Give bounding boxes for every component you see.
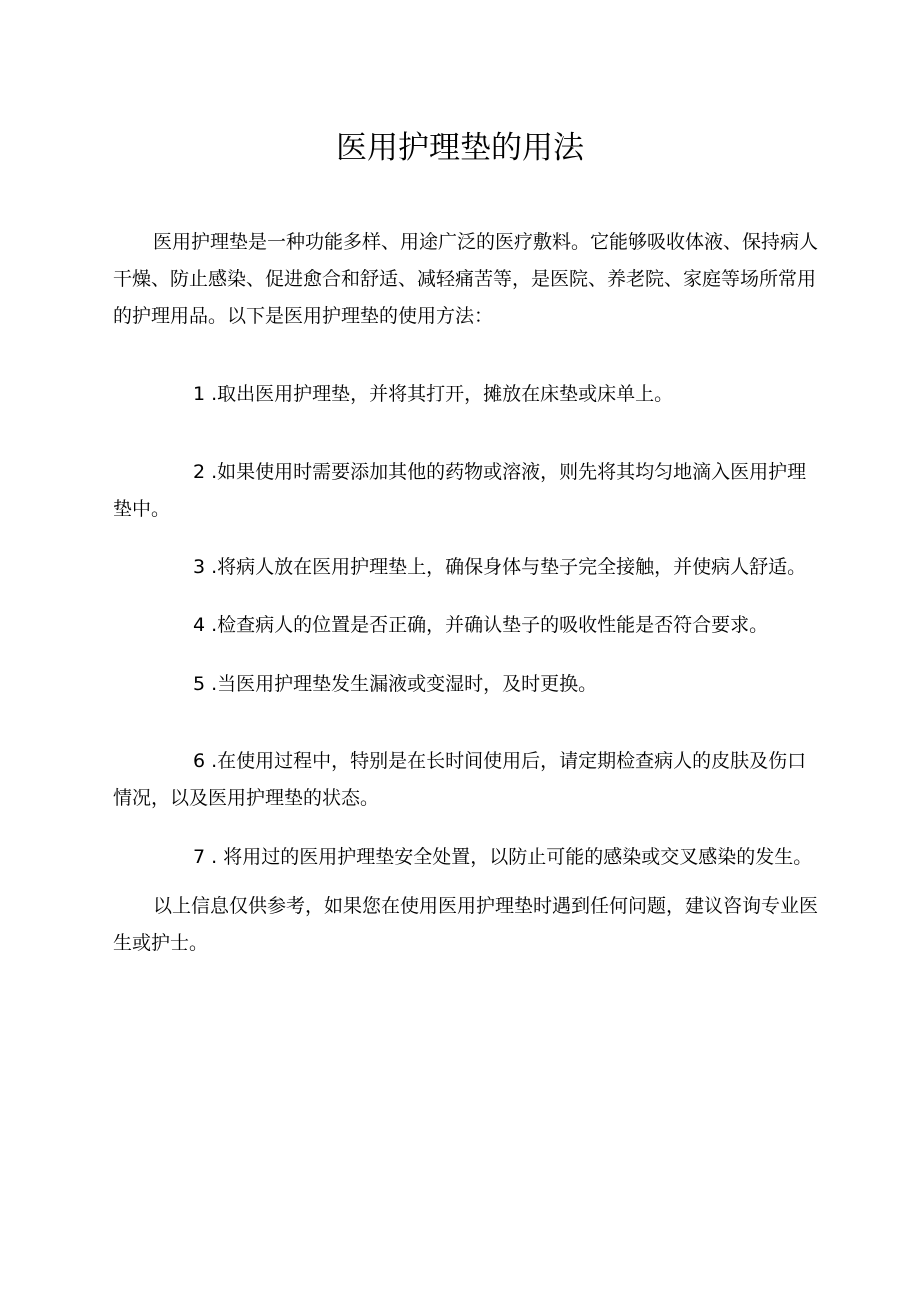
step-3 (113, 549, 825, 586)
step-1-number: 1 (193, 383, 206, 405)
step-6 (113, 743, 825, 817)
step-4 (113, 607, 825, 644)
step-2-text: .如果使用时需要添加其他的药物或溶液，则先将其均匀地滴入医用护理垫中。 (113, 461, 807, 520)
step-3-number: 3 (193, 556, 206, 578)
step-5-number: 5 (193, 673, 206, 695)
step-5 (113, 666, 825, 703)
step-2 (113, 454, 825, 528)
step-6-text: .在使用过程中，特别是在长时间使用后，请定期检查病人的皮肤及伤口情况，以及医用护理垫的状态。 (113, 750, 807, 809)
step-2-number: 2 (193, 461, 206, 483)
closing-paragraph: 以上信息仅供参考，如果您在使用医用护理垫时遇到任何问题，建议咨询专业医生或护士。 (113, 895, 819, 954)
step-7 (113, 839, 825, 876)
step-1 (113, 376, 825, 413)
step-7-text: . 将用过的医用护理垫安全处置，以防止可能的感染或交叉感染的发生。 (205, 846, 813, 868)
step-5-text: .当医用护理垫发生漏液或变湿时，及时更换。 (205, 673, 598, 695)
step-4-text: .检查病人的位置是否正确，并确认垫子的吸收性能是否符合要求。 (205, 614, 769, 636)
step-1-text: .取出医用护理垫，并将其打开，摊放在床垫或床单上。 (205, 383, 674, 405)
step-4-number: 4 (193, 614, 206, 636)
step-7-number: 7 (193, 846, 206, 868)
step-6-number: 6 (193, 750, 206, 772)
step-3-text: .将病人放在医用护理垫上，确保身体与垫子完全接触，并使病人舒适。 (205, 556, 807, 578)
document-title: 医用护理垫的用法 (336, 130, 584, 166)
intro-paragraph: 医用护理垫是一种功能多样、用途广泛的医疗敷料。它能够吸收体液、保持病人干燥、防止感染、促进愈合和舒适、减轻痛苦等，是医院、养老院、家庭等场所常用的护理用品。以下是医用护理垫的使用方法： (113, 231, 819, 327)
